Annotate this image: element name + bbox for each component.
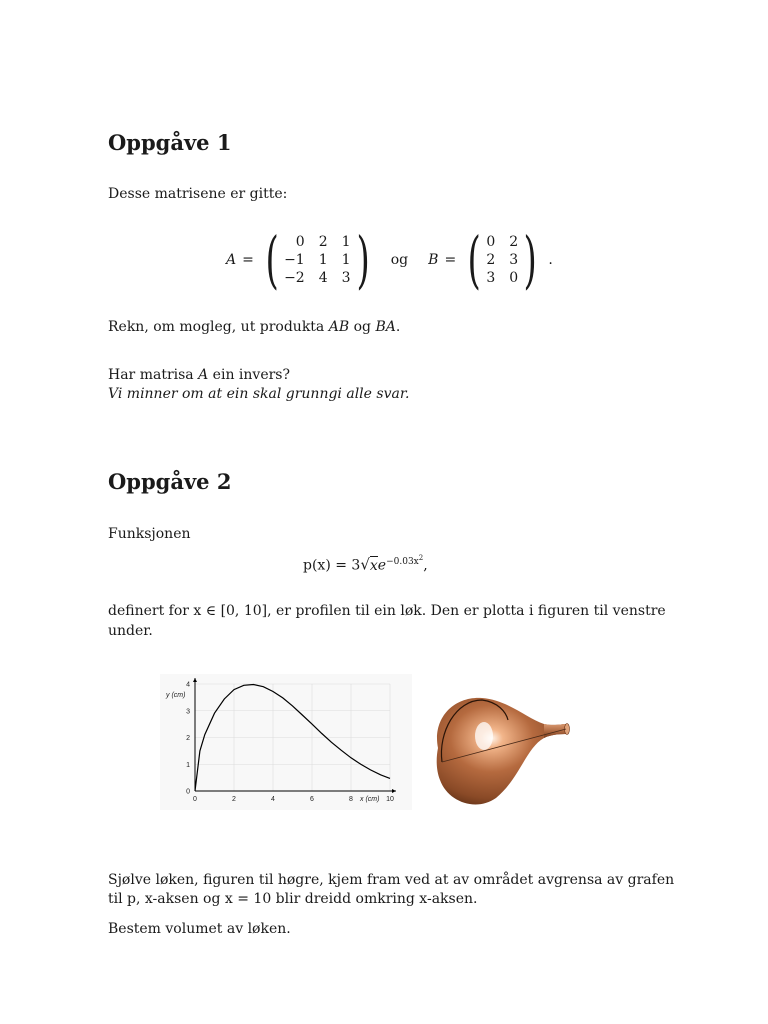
task2-heading: Oppgåve 2: [108, 469, 232, 494]
chart-x-tick-label: 8: [349, 796, 353, 803]
formula-lhs: p(x) = 3: [303, 557, 361, 574]
matrix-a-cell: 0: [295, 234, 305, 250]
sqrt-symbol: √: [360, 555, 370, 574]
q2-a: A: [198, 367, 209, 383]
q1-ba: BA: [375, 319, 396, 335]
left-paren-b: (: [467, 223, 481, 296]
task1-question-products: [108, 318, 400, 337]
matrix-a-cell: 1: [341, 252, 351, 268]
right-paren-b: ): [523, 223, 537, 296]
chart-y-tick-label: 0: [186, 788, 190, 796]
matrix-a-cell: 1: [341, 234, 351, 250]
matrix-b-cell: 0: [509, 270, 519, 286]
task1-intro: Desse matrisene er gitte:: [108, 186, 288, 202]
matrix-a-cell: 3: [341, 270, 351, 286]
onion-figure: [426, 688, 570, 812]
profile-chart: [160, 674, 412, 810]
chart-y-tick-label: 2: [186, 735, 190, 742]
task2-def-line2: under.: [108, 623, 153, 639]
chart-y-tick-label: 4: [186, 681, 190, 689]
matrix-a-cell: 2: [318, 234, 328, 250]
chart-y-tick-label: 3: [186, 708, 190, 716]
task1-heading: Oppgåve 1: [108, 130, 232, 155]
task2-question: Bestem volumet av løken.: [108, 921, 291, 937]
matrix-b-name: B: [428, 252, 439, 268]
matrix-a-cell: 1: [318, 252, 328, 268]
formula-exponent: [386, 554, 424, 567]
left-paren-a: (: [265, 223, 279, 296]
formula: [303, 554, 428, 574]
matrix-b: [462, 223, 542, 296]
formula-end: ,: [423, 557, 428, 574]
chart-y-tick-label: 1: [186, 761, 190, 769]
matrix-b-cell: 3: [486, 270, 496, 286]
matrix-a-cell: −1: [284, 252, 305, 268]
matrix-b-eq: =: [444, 252, 457, 268]
formula-exp-square: 2: [418, 554, 424, 562]
chart-background: [160, 674, 412, 810]
matrix-a-cell: −2: [284, 270, 305, 286]
matrix-b-grid: [486, 234, 518, 286]
task1-note: Vi minner om at ein skal grunngi alle svar.: [108, 386, 410, 402]
task2-desc-line2: til p, x-aksen og x = 10 blir dreidd omkring x-aksen.: [108, 891, 478, 907]
matrix-b-cell: 2: [486, 252, 496, 268]
matrix-b-cell: 2: [509, 234, 519, 250]
matrix-b-cell: 0: [486, 234, 496, 250]
task2-intro: Funksjonen: [108, 526, 191, 542]
formula-exp: −0.03x: [386, 557, 419, 567]
right-paren-a: ): [355, 223, 370, 296]
q2-post: ein invers?: [208, 367, 290, 383]
formula-sqrt-arg: x: [369, 557, 378, 574]
task1-question-inverse: [108, 366, 290, 385]
task2-desc-line1: Sjølve løken, figuren til høgre, kjem fram ved at av området avgrensa av grafen: [108, 872, 675, 888]
chart-x-tick-label: 4: [271, 796, 275, 803]
og-word: og: [390, 252, 409, 268]
matrix-a-eq: =: [242, 252, 254, 268]
chart-x-tick-label: 10: [386, 796, 394, 803]
q1-ab: AB: [328, 319, 350, 335]
chart-ylabel: y (cm): [166, 692, 186, 699]
formula-e: e: [377, 557, 387, 574]
task2-def-line1: definert for x ∈ [0, 10], er profilen til ein løk. Den er plotta i figuren til venstre: [108, 603, 666, 619]
period: .: [548, 252, 553, 268]
matrix-a-name: A: [226, 252, 237, 268]
chart-x-tick-label: 6: [310, 796, 314, 803]
matrix-a-cell: 4: [318, 270, 328, 286]
matrix-b-cell: 3: [509, 252, 519, 268]
chart-xlabel: x (cm): [360, 796, 380, 803]
onion-body: [437, 698, 568, 805]
matrix-a: [260, 223, 375, 296]
q1-mid: og: [349, 319, 376, 335]
q1-end: .: [395, 319, 401, 335]
chart-x-tick-label: 2: [232, 796, 236, 803]
onion-highlight: [475, 722, 493, 750]
q1-pre: Rekn, om mogleg, ut produkta: [108, 319, 329, 335]
q2-pre: Har matrisa: [108, 367, 199, 383]
matrix-a-grid: [284, 234, 350, 286]
matrix-equation: [226, 223, 553, 296]
chart-x-tick-label: 0: [193, 796, 197, 803]
